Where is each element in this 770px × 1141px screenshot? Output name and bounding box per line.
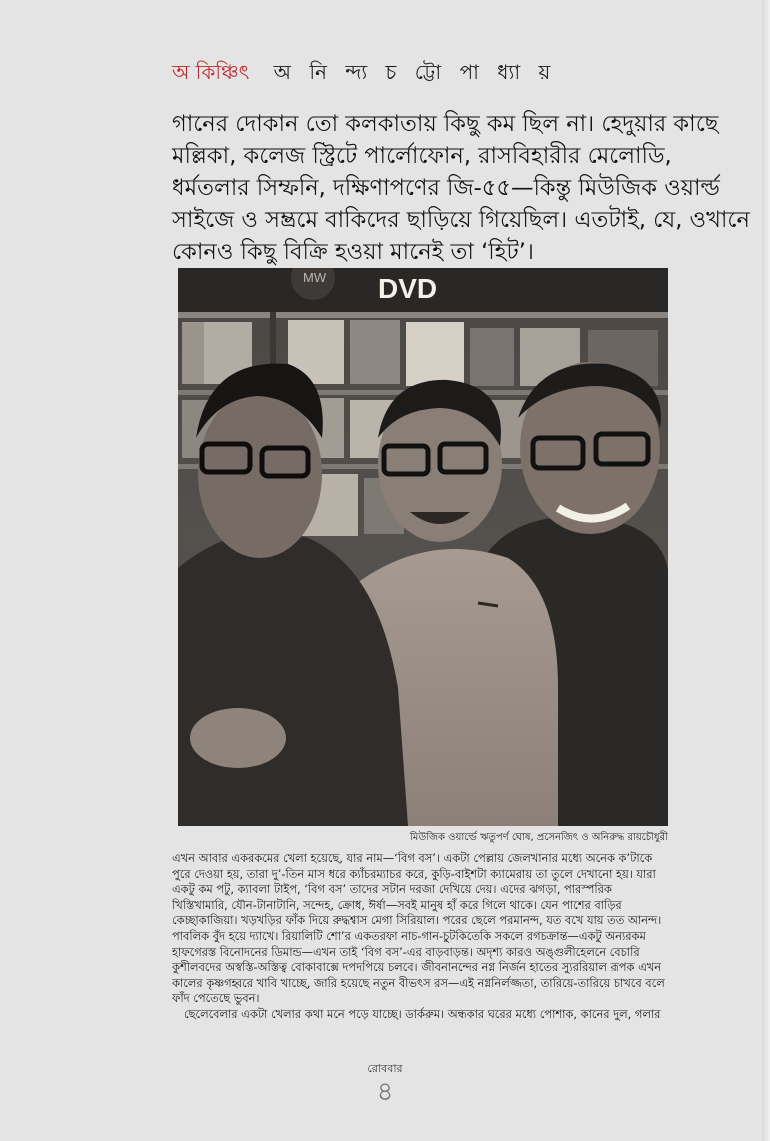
body-paragraph: [172, 1007, 672, 1023]
store-logo-text: MW: [303, 270, 327, 285]
body-line: পাবলিক বুঁদ হয়ে দ্যাখে। রিয়ালিটি শো’র একতরফা নাচ-গান-চুটকিতেকি সকলে রগচক্রান্ত—একটু অন্যরকম: [172, 928, 646, 943]
author-name: অ নি ন্দ্য চ ট্টো পা ধ্যা য়: [273, 60, 557, 84]
body-line: খিস্তিখামারি, যৌন-টানাটানি, সন্দেহ, ক্রোধ, ঈর্ষা—সবই মানুষ হাঁ করে গিলে থাকে। যেন পাশের বাড়ির: [172, 897, 622, 912]
magazine-name: রোববার: [367, 1062, 403, 1075]
body-paragraph: [172, 851, 672, 1007]
body-line: এখন আবার একরকমের খেলা হয়েছে, যার নাম—‘বিগ বস’। একটা পেল্লায় জেলখানার মধ্যে অনেক ক’টাকে: [172, 851, 653, 865]
lead-line: গানের দোকান তো কলকাতায় কিছু কম ছিল না। হেদুয়ার কাছে: [172, 111, 719, 137]
body-line: ছেলেবেলার একটা খেলার কথা মনে পড়ে যাচ্ছে। ডার্করুম। অন্ধকার ঘরের মধ্যে পোশাক, কানের দুল, গলার: [184, 1006, 661, 1021]
lead-line: সাইজে ও সম্ভ্রমে বাকিদের ছাড়িয়ে গিয়েছিল। এতটাই, যে, ওখানে: [172, 207, 750, 233]
lead-line: কোনও কিছু বিক্রি হওয়া মানেই তা ‘হিট’।: [172, 239, 534, 265]
body-line: কেচ্ছাকাজিয়া। খড়খড়ির ফাঁক দিয়ে রুদ্ধশ্বাস মেগা সিরিয়াল। পরের ছেলে পরমানন্দ, যত বখে যায় তত আনন্দ।: [172, 913, 662, 928]
lead-line: মল্লিকা, কলেজ স্ট্রিটে পার্লোফোন, রাসবিহারীর মেলোডি,: [172, 143, 672, 169]
page-number: ৪: [376, 1077, 394, 1107]
body-line: একটু কম পটু, ক্যাবলা টাইপ, ‘বিগ বস’ তাদের সটান দরজা দেখিয়ে দেয়। এদের ঝগড়া, পারস্পরিক: [172, 882, 612, 897]
photo-illustration: [178, 268, 668, 826]
body-line: ফাঁদ পেতেছে ভুবন।: [172, 991, 260, 1006]
body-line: কালের কৃষ্ণগহ্বরে খাবি খাচ্ছে, জারি হয়েছে নতুন বীভৎস রস—এই নগ্ননির্লজ্জতা, তারিয়ে-তারিয়ে চাখবে বলে: [172, 975, 665, 990]
dvd-sign: DVD: [378, 273, 438, 304]
column-header: [172, 58, 692, 92]
page-edge: [762, 0, 770, 1141]
column-name: অ কিঞ্চিৎ: [172, 60, 250, 84]
body-line: কুশীলবদের অস্বস্তি-অস্তিত্ব বোকাবাক্সে দপদপিয়ে চলবে। জীবনানন্দের নগ্ন নির্জন হাতের স্যুররিয়াল রূপক এখন: [172, 960, 662, 975]
body-text: [172, 851, 672, 1023]
body-line: পুরে দেওয়া হয়, তারা দু’-তিন মাস ধরে ক্যাঁচরম্যাচর করে, কুড়ি-বাইশটা ক্যামেরায় তা তুলে দেখানো হয়। যারা: [172, 866, 656, 881]
lead-line: ধর্মতলার সিম্ফনি, দক্ষিণাপণের জি-৫৫—কিন্তু মিউজিক ওয়ার্ল্ড: [172, 175, 720, 201]
lead-paragraph: [172, 108, 750, 268]
body-line: হাফগেরস্ত বিনোদনের ডিমান্ড—এখন তাই ‘বিগ বস’-এর বাড়বাড়ন্ত। অদৃশ্য কারও অঙ্গুলীহেলনে বেচারি: [172, 944, 640, 959]
store-photo: [178, 268, 668, 826]
photo-caption: মিউজিক ওয়ার্ল্ডে ঋতুপর্ণ ঘোষ, প্রসেনজিৎ ও অনিরুদ্ধ রায়চৌধুরী: [409, 832, 668, 843]
